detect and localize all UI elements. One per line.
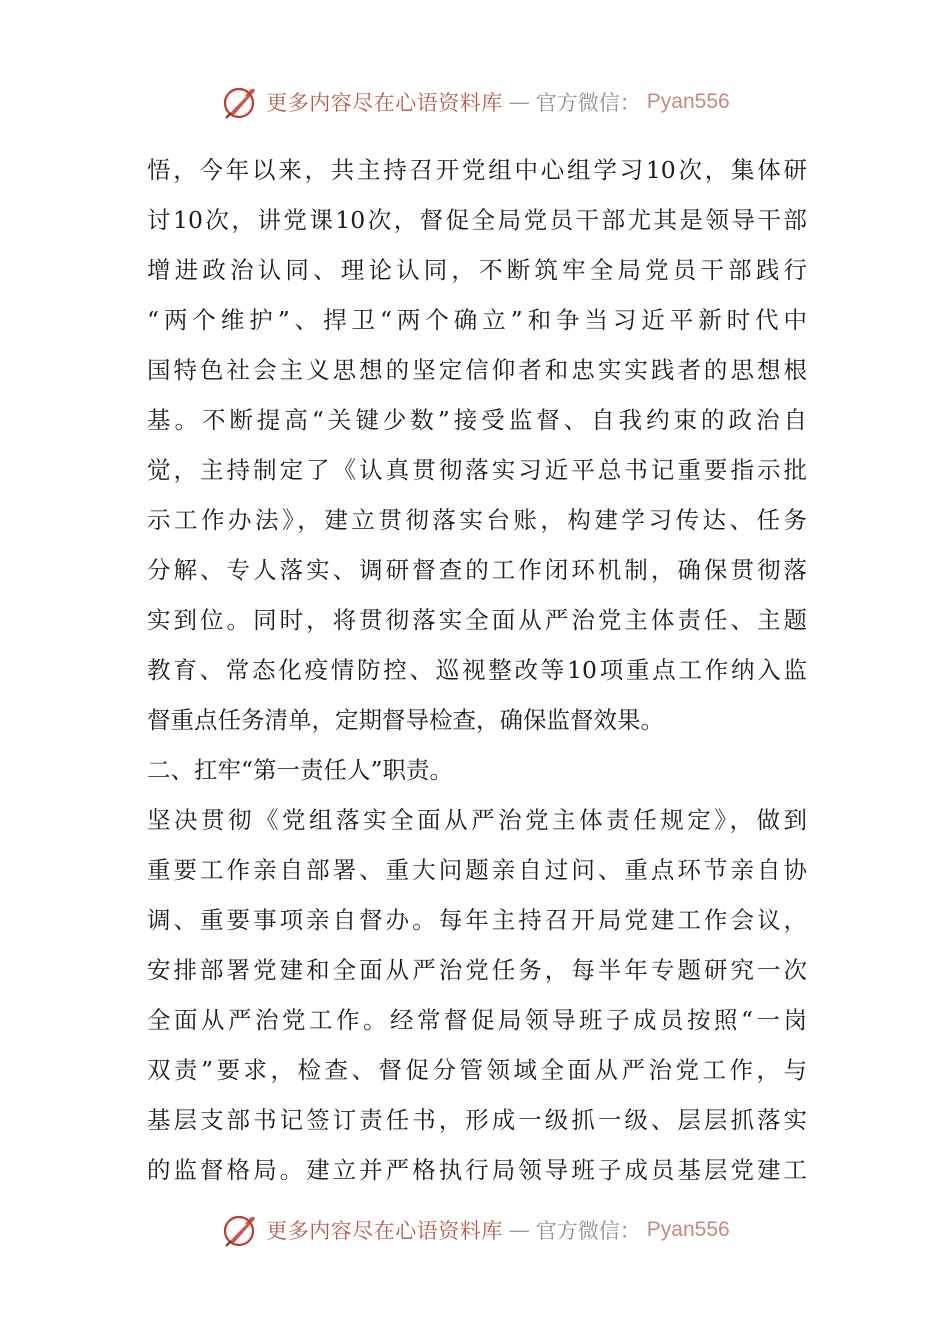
body-line: 基。不断提高“关键少数”接受监督、自我约束的政治自 (147, 406, 807, 434)
body-line: 悟，今年以来，共主持召开党组中心组学习10次，集体研 (147, 156, 807, 184)
body-line: 增进政治认同、理论认同，不断筑牢全局党员干部践行 (147, 256, 807, 284)
body-line: 教育、常态化疫情防控、巡视整改等10项重点工作纳入监 (147, 656, 807, 684)
body-line: 重要工作亲自部署、重大问题亲自过问、重点环节亲自协 (147, 856, 807, 884)
watermark-text: 更多内容尽在心语资料库 (266, 1219, 503, 1243)
body-line: 安排部署党建和全面从严治党任务，每半年专题研究一次 (147, 956, 807, 984)
watermark-separator: — (508, 90, 530, 114)
watermark-wechat-id: Pyan556 (646, 1218, 730, 1241)
body-line: 分解、专人落实、调研督查的工作闭环机制，确保贯彻落 (147, 556, 807, 584)
quill-pen-logo-icon (220, 1210, 260, 1250)
body-line: 基层支部书记签订责任书，形成一级抓一级、层层抓落实 (147, 1106, 807, 1134)
body-line: 的监督格局。建立并严格执行局领导班子成员基层党建工 (147, 1156, 807, 1184)
body-line: 坚决贯彻《党组落实全面从严治党主体责任规定》，做到 (147, 806, 807, 834)
body-line: 双责”要求，检查、督促分管领域全面从严治党工作，与 (147, 1056, 807, 1084)
watermark-text: 更多内容尽在心语资料库 (266, 91, 503, 115)
footer-watermark (0, 1210, 950, 1250)
body-line: 全面从严治党工作。经常督促局领导班子成员按照“一岗 (147, 1006, 807, 1034)
body-line: 觉，主持制定了《认真贯彻落实习近平总书记重要指示批 (147, 456, 807, 484)
body-line: 实到位。同时，将贯彻落实全面从严治党主体责任、主题 (147, 606, 807, 634)
body-line: 示工作办法》，建立贯彻落实台账，构建学习传达、任务 (147, 506, 807, 534)
watermark-wechat-label: 官方微信： (535, 91, 641, 115)
watermark-separator: — (508, 1218, 530, 1242)
quill-pen-logo-icon (220, 82, 260, 122)
body-line: 督重点任务清单，定期督导检查，确保监督效果。 (147, 706, 664, 734)
body-line: “两个维护”、捍卫“两个确立”和争当习近平新时代中 (147, 306, 807, 334)
body-line: 调、重要事项亲自督办。每年主持召开局党建工作会议， (147, 906, 807, 934)
body-line: 国特色社会主义思想的坚定信仰者和忠实实践者的思想根 (147, 356, 807, 384)
watermark-wechat-label: 官方微信： (535, 1219, 641, 1243)
section-heading: 二、扛牢“第一责任人”职责。 (147, 756, 454, 784)
header-watermark (0, 82, 950, 122)
document-body (147, 145, 807, 1195)
watermark-wechat-id: Pyan556 (646, 90, 730, 113)
body-line: 讨10次，讲党课10次，督促全局党员干部尤其是领导干部 (147, 206, 807, 234)
